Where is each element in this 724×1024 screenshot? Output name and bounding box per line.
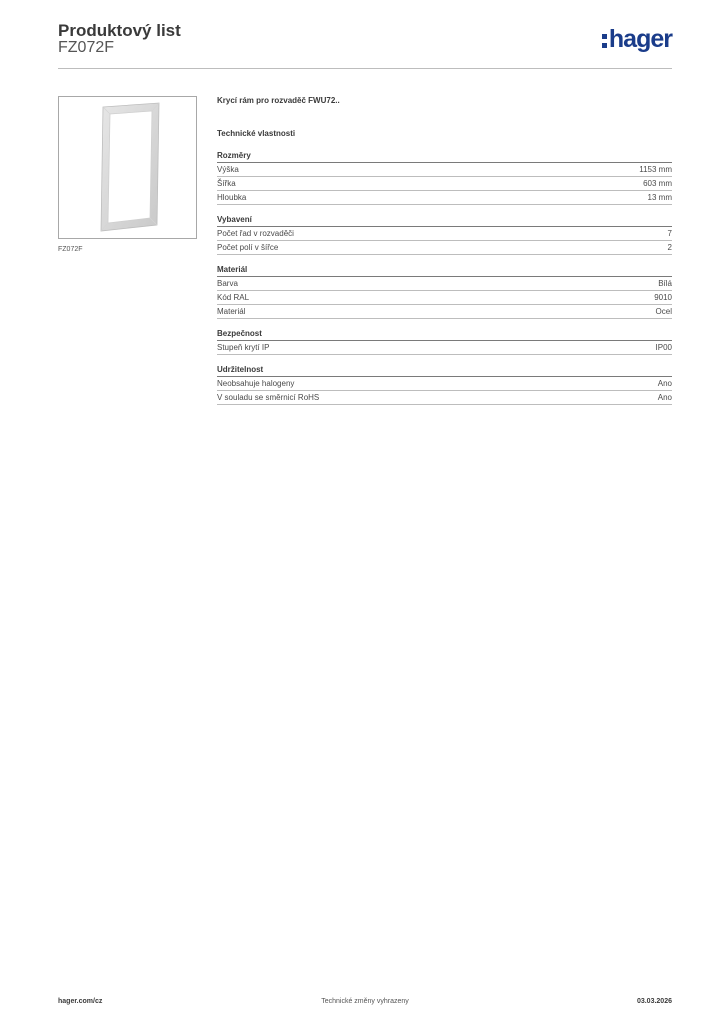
group-sustainability xyxy=(217,365,672,405)
group-dimensions xyxy=(217,151,672,205)
spec-value: 7 xyxy=(667,229,672,238)
logo-colon-icon xyxy=(602,34,607,48)
spec-label: Barva xyxy=(217,279,238,288)
spec-label: Neobsahuje halogeny xyxy=(217,379,295,388)
hager-logo[interactable] xyxy=(602,26,672,52)
group-title: Rozměry xyxy=(217,151,672,163)
spec-row xyxy=(217,391,672,405)
website-link[interactable]: hager.com/cz xyxy=(58,998,103,1005)
spec-value: IP00 xyxy=(655,343,672,352)
spec-row xyxy=(217,277,672,291)
footer-date: 03.03.2026 xyxy=(636,998,672,1005)
spec-row xyxy=(217,191,672,205)
group-title: Materiál xyxy=(217,265,672,277)
spec-row xyxy=(217,341,672,355)
group-title: Vybavení xyxy=(217,215,672,227)
group-title: Bezpečnost xyxy=(217,329,672,341)
spec-label: Hloubka xyxy=(217,193,247,202)
product-image xyxy=(58,96,197,239)
spec-value: 13 mm xyxy=(647,193,672,202)
group-equipment xyxy=(217,215,672,255)
spec-value: 1153 mm xyxy=(639,165,672,174)
spec-label: Počet řad v rozvaděči xyxy=(217,229,294,238)
spec-value: Bílá xyxy=(658,279,672,288)
cover-frame-illustration xyxy=(59,97,196,238)
spec-value: Ano xyxy=(657,393,672,402)
spec-label: Výška xyxy=(217,165,239,174)
spec-label: Materiál xyxy=(217,307,246,316)
spec-label: Šířka xyxy=(217,179,236,188)
spec-row xyxy=(217,291,672,305)
spec-row xyxy=(217,227,672,241)
page-footer xyxy=(58,998,672,1010)
group-title: Udržitelnost xyxy=(217,365,672,377)
spec-label: Počet polí v šířce xyxy=(217,243,279,252)
spec-value: 2 xyxy=(667,243,672,252)
spec-value: 9010 xyxy=(654,293,672,302)
footer-notice: Technické změny vyhrazeny xyxy=(321,998,409,1005)
logo-wordmark: hager xyxy=(608,25,672,53)
product-description: Krycí rám pro rozvaděč FWU72.. xyxy=(217,96,340,105)
page-header xyxy=(58,20,672,69)
product-code: FZ072F xyxy=(58,39,115,56)
spec-row xyxy=(217,163,672,177)
image-caption: FZ072F xyxy=(58,246,83,253)
technical-properties-heading: Technické vlastnosti xyxy=(217,129,296,138)
spec-row xyxy=(217,241,672,255)
spec-label: V souladu se směrnicí RoHS xyxy=(217,393,320,402)
spec-row xyxy=(217,177,672,191)
spec-row xyxy=(217,305,672,319)
spec-value: Ano xyxy=(657,379,672,388)
spec-value: 603 mm xyxy=(643,179,672,188)
spec-value: Ocel xyxy=(655,307,672,316)
product-details xyxy=(217,96,672,405)
group-safety xyxy=(217,329,672,355)
spec-label: Kód RAL xyxy=(217,293,250,302)
page-title: Produktový list xyxy=(58,21,181,40)
spec-row xyxy=(217,377,672,391)
spec-label: Stupeň krytí IP xyxy=(217,343,270,352)
group-material xyxy=(217,265,672,319)
